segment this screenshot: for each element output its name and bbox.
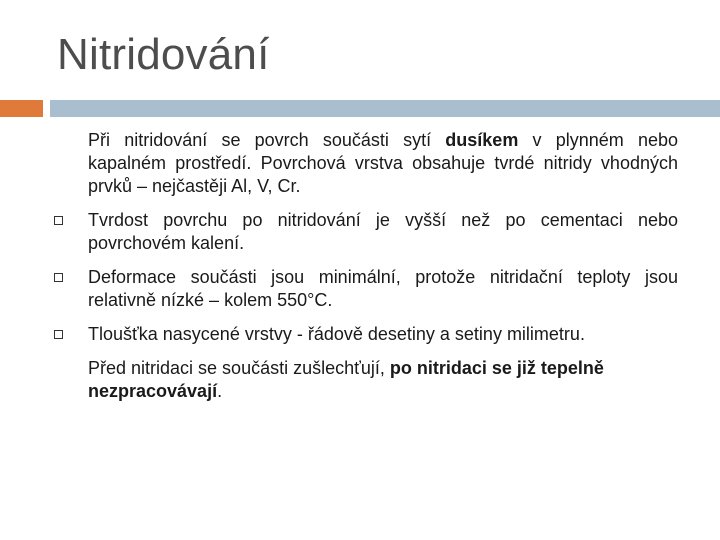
text-run: Tloušťka nasycené vrstvy - řádově desetiny a setiny milimetru.: [88, 324, 585, 344]
bullet-item-deformation: [88, 266, 678, 312]
square-bullet-icon: [54, 216, 63, 225]
paragraph-conclusion: [88, 357, 678, 403]
accent-bar: [0, 100, 43, 117]
text-run: Tvrdost povrchu po nitridování je vyšší než po cementaci nebo povrchovém kalení.: [88, 210, 678, 253]
square-bullet-icon: [54, 273, 63, 282]
header-bar: [50, 100, 720, 117]
text-run: Deformace součásti jsou minimální, protože nitridační teploty jsou relativně nízké – kolem 550°C.: [88, 267, 678, 310]
text-run-bold: dusíkem: [445, 130, 519, 150]
square-bullet-icon: [54, 330, 63, 339]
text-run: v plynném nebo kapalném prostředí. Povrchová vrstva obsahuje tvrdé nitridy vhodných prvků – nejčastěji Al, V, Cr.: [88, 130, 678, 196]
text-run: Před nitridaci se součásti zušlechťují,: [88, 358, 390, 378]
bullet-item-hardness: [88, 209, 678, 255]
text-run: .: [217, 381, 223, 401]
slide-title: Nitridování: [57, 30, 270, 79]
slide-content: [88, 129, 678, 414]
text-run: Při nitridování se povrch součásti sytí: [88, 130, 446, 150]
bullet-item-thickness: [88, 323, 678, 346]
paragraph-intro: [88, 129, 678, 198]
text-run-bold: po nitridaci se již tepelně nezpracovávají: [88, 358, 604, 401]
